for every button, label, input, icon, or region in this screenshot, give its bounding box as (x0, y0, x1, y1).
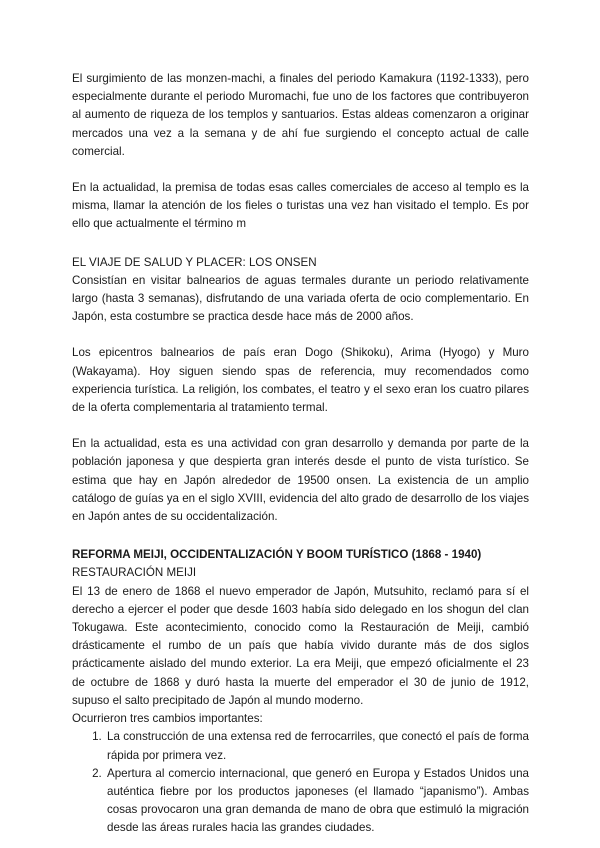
onsen-paragraph-1: Consistían en visitar balnearios de aguas termales durante un periodo relativamente largo (hasta 3 semanas), disfrutando de una variada oferta de ocio complementario. En Japón, esta costumbre se practica desde hace más de 2000 años. (72, 273, 529, 324)
onsen-paragraph-3: En la actualidad, esta es una actividad con gran desarrollo y demanda por parte de la población japonesa y que despierta gran interés desde el punto de vista turístico. Se estima que hay en Japón alrededor de 19500 onsen. La existencia de un amplio catálogo de guías ya en el siglo XVIII, evidencia del alto grado de desarrollo de los viajes en Japón antes de su occidentalización. (72, 437, 529, 524)
changes-intro: Ocurrieron tres cambios importantes: (72, 712, 263, 726)
spacer (72, 234, 529, 254)
spacer (72, 417, 529, 435)
spacer (72, 526, 529, 546)
spacer (72, 326, 529, 344)
intro-paragraph-1: El surgimiento de las monzen-machi, a finales del periodo Kamakura (1192-1333), pero especialmente durante el periodo Muromachi, fue uno de los factores que contribuyeron al aumento de riqueza de los templos y santuarios. Estas aldeas comenzaron a originar mercados una vez a la semana y de ahí fue surgiendo el concepto actual de calle comercial. (72, 72, 529, 158)
onsen-heading: EL VIAJE DE SALUD Y PLACER: LOS ONSEN (72, 255, 317, 269)
meiji-heading: REFORMA MEIJI, OCCIDENTALIZACIÓN Y BOOM TURÍSTICO (1868 - 1940) (72, 548, 482, 562)
list-item: 2. Apertura al comercio internacional, que generó en Europa y Estados Unidos una auténtica fiebre por los productos japoneses (el llamado “japanismo”). Ambas cosas provocaron una gran demanda de mano de obra que estimuló la migración desde las áreas rurales hacia las grandes ciudades. (105, 765, 529, 838)
meiji-subheading: RESTAURACIÓN MEIJI (72, 566, 197, 580)
intro-paragraph-2: En la actualidad, la premisa de todas esas calles comerciales de acceso al templo es la misma, llamar la atención de los fieles o turistas una vez han visitado el templo. Es por ello que actualmente el término m (72, 181, 529, 231)
meiji-paragraph-1: El 13 de enero de 1868 el nuevo emperador de Japón, Mutsuhito, reclamó para sí el derecho a ejercer el poder que desde 1603 había sido delegado en los shogun del clan Tokugawa. Este acontecimiento, conocido como la Restauración de Meiji, cambió drásticamente el rumbo de un país que había vivido durante más de dos siglos prácticamente aislado del mundo exterior. La era Meiji, que empezó oficialmente el 23 de octubre de 1868 y duró hasta la muerte del emperador el 30 de junio de 1912, supuso el salto precipitado de Japón al mundo moderno. (72, 584, 529, 707)
onsen-paragraph-2: Los epicentros balnearios de país eran Dogo (Shikoku), Arima (Hyogo) y Muro (Wakayama). Hoy siguen siendo spas de referencia, muy recomendados como experiencia turística. La religión, los combates, el teatro y el sexo eran los cuatro pilares de la oferta complementaria al tratamiento termal. (72, 346, 529, 415)
changes-list (72, 728, 529, 837)
spacer (72, 161, 529, 179)
list-item: 1. La construcción de una extensa red de ferrocarriles, que conectó el país de forma rápida por primera vez. (105, 728, 529, 764)
